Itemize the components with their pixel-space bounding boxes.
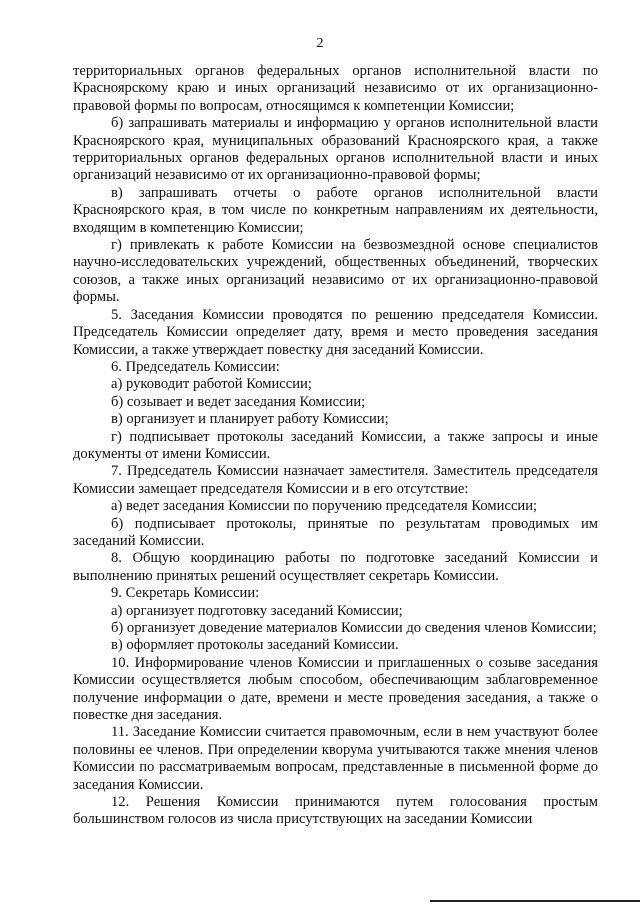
- paragraph: 9. Секретарь Комиссии:: [111, 585, 260, 602]
- paragraph: в) оформляет протоколы заседаний Комиссии.: [111, 637, 399, 654]
- paragraph: б) запрашивать материалы и информацию у органов исполнительной власти Красноярского края, муниципальных образований Красноярского края, а также территориальных органов федеральных органов исполнительной власти и иных организаций независимо от их организационно-правовой формы;: [73, 115, 598, 184]
- paragraph: г) привлекать к работе Комиссии на безвозмездной основе специалистов научно-исследовательских учреждений, общественных объединений, творческих союзов, а также иных организаций независимо от их организационно-правовой формы.: [73, 237, 598, 306]
- page-number: 2: [316, 36, 324, 51]
- document-body: [73, 63, 598, 829]
- paragraph: 10. Информирование членов Комиссии и приглашенных о созыве заседания Комиссии осуществляется любым способом, обеспечивающим заблаговременное получение информации о дате, времени и месте проведения заседания, а также о повестке дня заседания.: [73, 654, 598, 724]
- paragraph: а) организует подготовку заседаний Комиссии;: [111, 602, 403, 619]
- paragraph: 5. Заседания Комиссии проводятся по решению председателя Комиссии. Председатель Комиссии определяет дату, время и место проведения заседания Комиссии, а также утверждает повестку дня заседаний Комиссии.: [73, 306, 598, 358]
- paragraph: б) подписывает протоколы, принятые по результатам проводимых им заседаний Комиссии.: [73, 515, 598, 549]
- paragraph: г) подписывает протоколы заседаний Комиссии, а также запросы и иные документы от имени Комиссии.: [73, 428, 598, 462]
- paragraph: 12. Решения Комиссии принимаются путем голосования простым большинством голосов из числа присутствующих на заседании Комиссии: [73, 794, 598, 828]
- paragraph: б) созывает и ведет заседания Комиссии;: [111, 393, 366, 410]
- scan-edge-line: [430, 900, 640, 902]
- paragraph: а) ведет заседания Комиссии по поручению председателя Комиссии;: [111, 498, 538, 515]
- paragraph: в) организует и планирует работу Комиссии;: [111, 411, 389, 428]
- paragraph: в) запрашивать отчеты о работе органов исполнительной власти Красноярского края, в том числе по конкретным направлениям их деятельности, входящим в компетенцию Комиссии;: [73, 184, 598, 236]
- paragraph: 11. Заседание Комиссии считается правомочным, если в нем участвуют более половины ее членов. При определении кворума учитываются также мнения членов Комиссии по рассматриваемым вопросам, представленные в письменной форме до заседания Комиссии.: [73, 724, 598, 793]
- paragraph: 7. Председатель Комиссии назначает заместителя. Заместитель председателя Комиссии замещает председателя Комиссии и в его отсутствие:: [73, 463, 598, 497]
- paragraph: а) руководит работой Комиссии;: [111, 376, 312, 393]
- paragraph: 8. Общую координацию работы по подготовке заседаний Комиссии и выполнению принятых решений осуществляет секретарь Комиссии.: [73, 550, 598, 584]
- paragraph: территориальных органов федеральных органов исполнительной власти по Красноярскому краю и иных организаций независимо от их организационно-правовой формы по вопросам, относящимся к компетенции Комиссии;: [73, 63, 598, 114]
- paragraph: б) организует доведение материалов Комиссии до сведения членов Комиссии;: [111, 620, 597, 636]
- paragraph: 6. Председатель Комиссии:: [111, 358, 280, 375]
